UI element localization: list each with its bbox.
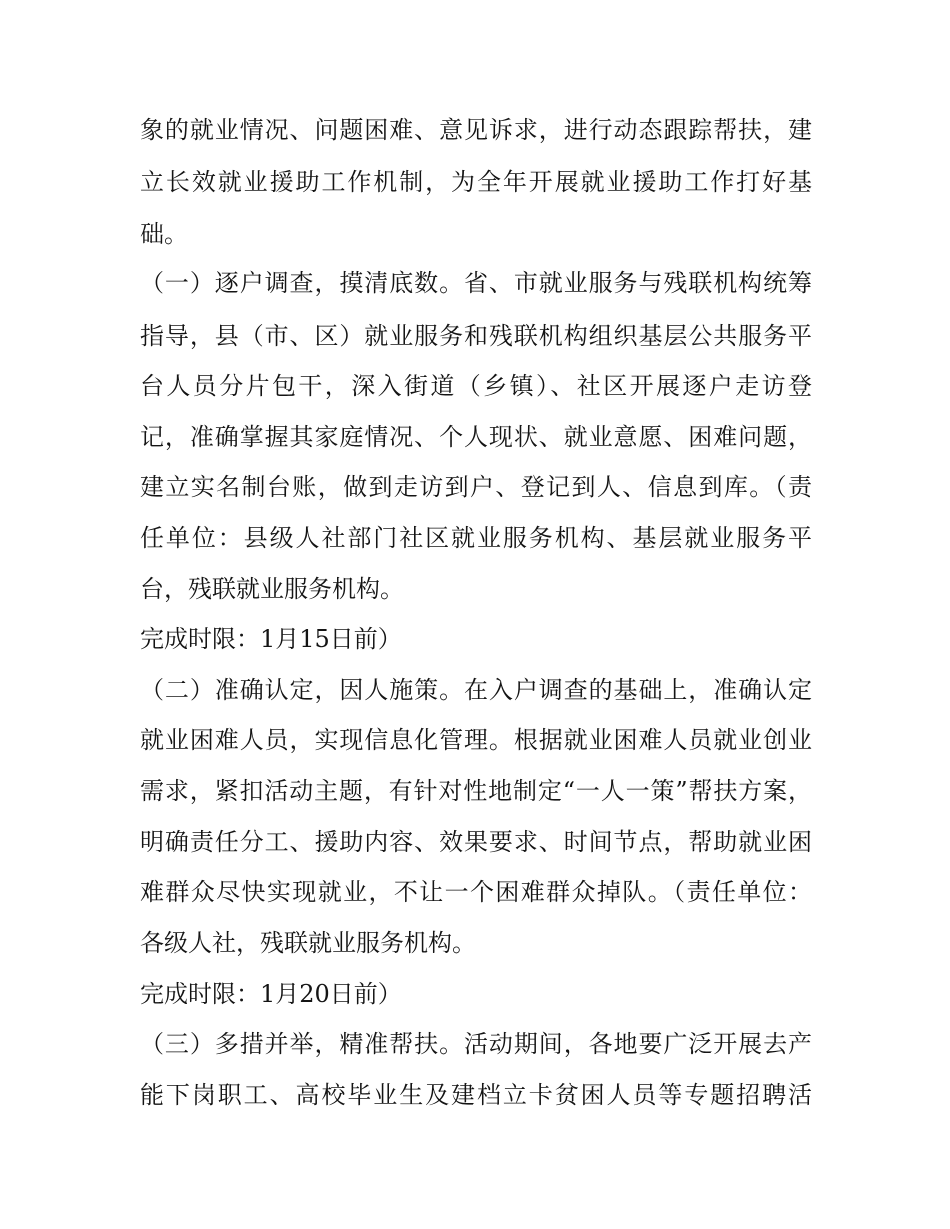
- text-line: 任单位：县级人社部门社区就业服务机构、基层就业服务平: [140, 524, 812, 552]
- text-line: 台，残联就业服务机构。: [140, 575, 404, 603]
- text-line: 明确责任分工、援助内容、效果要求、时间节点，帮助就业困: [140, 828, 812, 856]
- section-heading-2: （二）准确认定，因人施策。在入户调查的基础上，准确认定: [140, 676, 812, 704]
- deadline-line: 完成时限：1月15日前）: [140, 625, 402, 653]
- text-line: 立长效就业援助工作机制，为全年开展就业援助工作打好基: [140, 168, 812, 196]
- text-line: 各级人社，残联就业服务机构。: [140, 929, 476, 957]
- text-line: 就业困难人员，实现信息化管理。根据就业困难人员就业创业: [140, 726, 812, 754]
- text-line: 难群众尽快实现就业，不让一个困难群众掉队。（责任单位：: [140, 878, 812, 906]
- text-line: 记，准确掌握其家庭情况、个人现状、就业意愿、困难问题，: [140, 423, 812, 451]
- text-line: 础。: [140, 220, 188, 248]
- section-heading-3: （三）多措并举，精准帮扶。活动期间，各地要广泛开展去产: [140, 1030, 812, 1058]
- deadline-line: 完成时限：1月20日前）: [140, 980, 402, 1008]
- text-line: 象的就业情况、问题困难、意见诉求，进行动态跟踪帮扶，建: [140, 116, 812, 144]
- text-line: 指导，县（市、区）就业服务和残联机构组织基层公共服务平: [140, 322, 812, 350]
- text-line: 能下岗职工、高校毕业生及建档立卡贫困人员等专题招聘活: [140, 1081, 812, 1109]
- text-line: 台人员分片包干，深入街道（乡镇）、社区开展逐户走访登: [140, 372, 812, 400]
- text-line: 建立实名制台账，做到走访到户、登记到人、信息到库。（责: [140, 473, 812, 501]
- section-heading-1: （一）逐户调查，摸清底数。省、市就业服务与残联机构统筹: [140, 269, 812, 297]
- text-line: 需求，紧扣活动主题，有针对性地制定“一人一策”帮扶方案，: [140, 777, 812, 805]
